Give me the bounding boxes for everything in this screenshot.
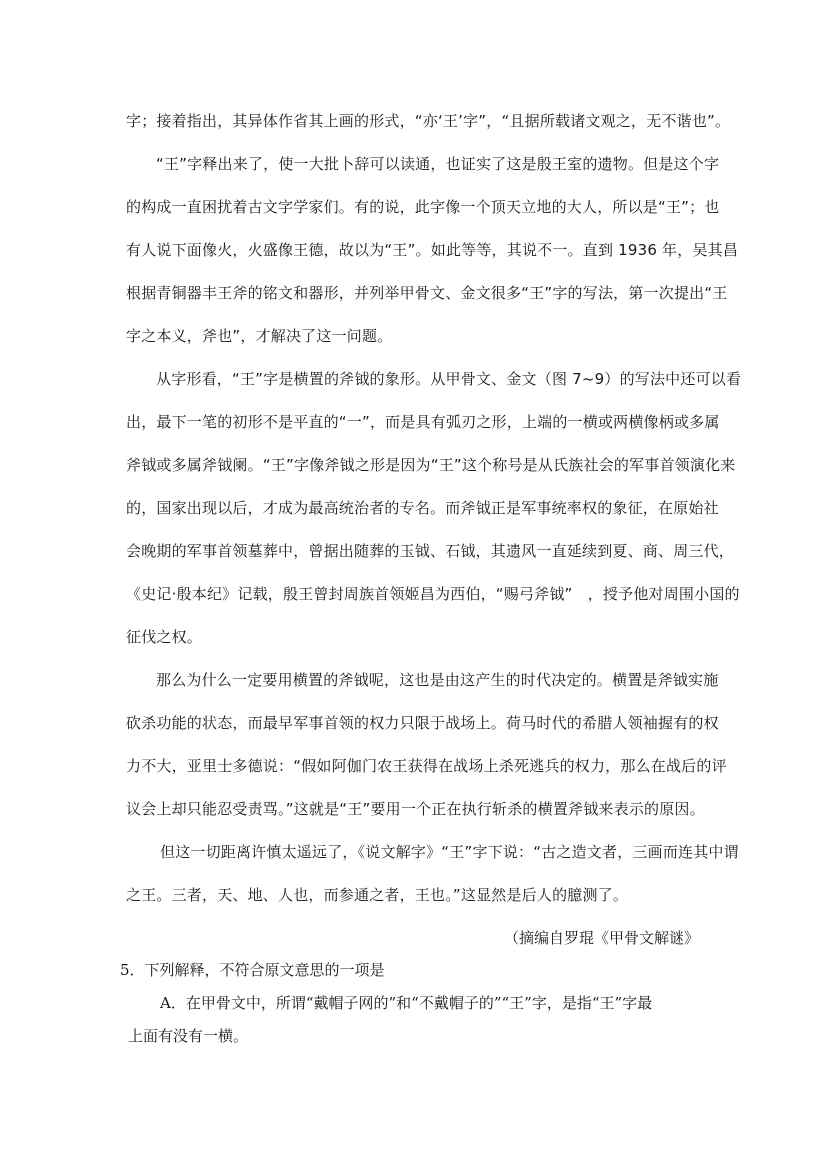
passage-line: 会晚期的军事首领墓葬中，曾据出随葬的玉钺、石钺，其遗风一直延续到夏、商、周三代，	[126, 542, 735, 560]
passage-source: （摘编自罗琨《甲骨文解谜》	[503, 929, 699, 947]
passage-line: 那么为什么一定要用横置的斧钺呢，这也是由这产生的时代决定的。横置是斧钺实施	[156, 671, 719, 689]
option-a-line: 上面有没有一横。	[128, 1027, 249, 1045]
passage-line: 的，国家出现以后，才成为最高统治者的专名。而斧钺正是军事统率权的象征，在原始社	[126, 499, 719, 517]
option-a-line: A．在甲骨文中，所谓“戴帽子网的”和“不戴帽子的”“王”字，是指“王”字最	[160, 994, 653, 1012]
passage-line: 有人说下面像火，火盛像王德，故以为“王”。如此等等，其说不一。直到 1936 年，吴其昌	[126, 241, 739, 259]
passage-line: 力不大，亚里士多德说：“假如阿伽门农王获得在战场上杀死逃兵的权力，那么在战后的评	[126, 757, 727, 775]
passage-line: 从字形看，“王”字是横置的斧钺的象形。从甲骨文、金文（图 7~9）的写法中还可以看	[156, 370, 742, 388]
passage-line: 字；接着指出，其异体作省其上画的形式，“亦‘王’字”，“且据所载诸文观之，无不谐也”。	[126, 112, 731, 130]
passage-line: 《史记·殷本纪》记载，殷王曾封周族首领姬昌为西伯，“赐弓斧钺” ，授予他对周围小国的	[126, 585, 740, 603]
passage-line: 砍杀功能的状态，而最早军事首领的权力只限于战场上。荷马时代的希腊人领袖握有的权	[126, 714, 719, 732]
passage-line: 根据青铜器丰王斧的铭文和器形，并列举甲骨文、金文很多“王”字的写法，第一次提出“王	[126, 284, 728, 302]
question-stem: 5．下列解释，不符合原文意思的一项是	[120, 961, 385, 979]
passage-line: 议会上却只能忍受责骂。”这就是“王”要用一个正在执行斩杀的横置斧钺来表示的原因。	[126, 800, 705, 818]
passage-line: 但这一切距离许慎太遥远了，《说文解字》“王”字下说：“古之造文者，三画而连其中谓	[160, 843, 739, 861]
passage-line: 的构成一直困扰着古文字学家们。有的说，此字像一个顶天立地的大人，所以是“王”；也	[126, 198, 720, 216]
passage-line: “王”字释出来了，使一大批卜辞可以读通，也证实了这是殷王室的遗物。但是这个字	[156, 155, 720, 173]
passage-line: 字之本义，斧也”，才解决了这一问题。	[126, 327, 393, 345]
passage-line: 征伐之权。	[126, 628, 203, 646]
passage-line: 斧钺或多属斧钺阑。“王”字像斧钺之形是因为“王”这个称号是从氏族社会的军事首领演化来	[126, 456, 736, 474]
passage-line: 出，最下一笔的初形不是平直的“一”，而是具有弧刃之形，上端的一横或两横像柄或多属	[126, 413, 720, 431]
passage-line: 之王。三者，天、地、人也，而参通之者，王也。”这显然是后人的臆测了。	[126, 886, 629, 904]
